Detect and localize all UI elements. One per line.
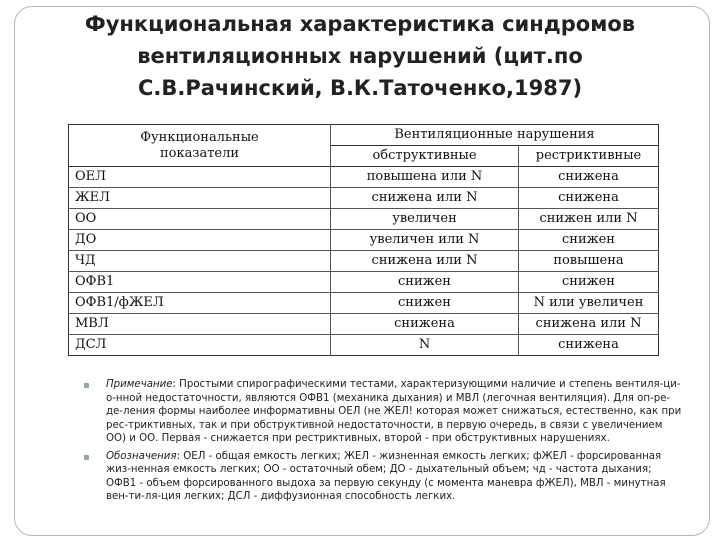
row-name: ДО xyxy=(69,230,331,251)
row-obstructive: снижена xyxy=(331,314,519,335)
header-indicators-line-1: Функциональные xyxy=(140,129,259,145)
row-restrictive: снижена xyxy=(519,188,659,209)
bullet-icon xyxy=(84,455,89,460)
row-name: ОО xyxy=(69,209,331,230)
row-obstructive: увеличен или N xyxy=(331,230,519,251)
slide-title xyxy=(60,8,660,104)
table-row xyxy=(69,314,659,335)
row-restrictive: снижен xyxy=(519,272,659,293)
title-line-1: Функциональная характеристика синдромов xyxy=(84,12,636,36)
header-group: Вентиляционные нарушения xyxy=(394,127,595,142)
table-row xyxy=(69,272,659,293)
row-restrictive: снижен или N xyxy=(519,209,659,230)
row-name: МВЛ xyxy=(69,314,331,335)
row-obstructive: снижен xyxy=(331,272,519,293)
note-paragraph xyxy=(84,378,684,446)
table-row xyxy=(69,209,659,230)
row-name: ДСЛ xyxy=(69,335,331,356)
row-obstructive: снижена или N xyxy=(331,251,519,272)
table-row xyxy=(69,188,659,209)
row-name: ЖЕЛ xyxy=(69,188,331,209)
row-name: ОФВ1 xyxy=(69,272,331,293)
row-restrictive: повышена xyxy=(519,251,659,272)
ventilation-table xyxy=(68,124,658,356)
header-indicators-line-2: показатели xyxy=(159,145,239,161)
header-indicators xyxy=(69,125,331,167)
header-obstructive: обструктивные xyxy=(331,146,519,167)
table-header-row-1 xyxy=(69,125,659,146)
table-row xyxy=(69,230,659,251)
abbreviations-text: : ОЕЛ - общая емкость легких; ЖЕЛ - жизненная емкость легких; фЖЕЛ - форсированная жиз-ненная емкость легких; ОО - остаточный обем; ДО - дыхательный объем; чд - частота дыхания; ОФВ1 - объем форсированного выдоха за первую секунду (с момента маневра фЖЕЛ), МВЛ - минутная вен-ти-ля-ция легких; ДСЛ - диффузионная способность легких. xyxy=(106,450,666,502)
row-obstructive: увеличен xyxy=(331,209,519,230)
row-name: ОЕЛ xyxy=(69,167,331,188)
header-restrictive: рестриктивные xyxy=(519,146,659,167)
row-restrictive: N или увеличен xyxy=(519,293,659,314)
table-row xyxy=(69,251,659,272)
abbreviations-paragraph xyxy=(84,450,684,504)
row-obstructive: N xyxy=(331,335,519,356)
row-obstructive: снижена или N xyxy=(331,188,519,209)
title-line-2: вентиляционных нарушений (цит.по xyxy=(137,44,583,68)
row-restrictive: снижена xyxy=(519,335,659,356)
row-obstructive: снижен xyxy=(331,293,519,314)
row-obstructive: повышена или N xyxy=(331,167,519,188)
row-restrictive: снижена xyxy=(519,167,659,188)
row-name: ЧД xyxy=(69,251,331,272)
title-line-3: С.В.Рачинский, В.К.Таточенко,1987) xyxy=(137,76,583,100)
note-label: Примечание xyxy=(106,379,173,390)
notes-section xyxy=(84,378,684,508)
table-row xyxy=(69,335,659,356)
table-row xyxy=(69,167,659,188)
row-name: ОФВ1/фЖЕЛ xyxy=(69,293,331,314)
bullet-icon xyxy=(84,383,89,388)
note-text: : Простыми спирографическими тестами, характеризующими наличие и степень вентиля-ци-о-нной недостаточности, являются ОФВ1 (механика дыхания) и МВЛ (легочная вентиляция). Для оп-ре-де-ления формы наиболее информативны ОЕЛ (не ЖЕЛ! которая может снижаться, естественно, как при рес-триктивных, так и при обструктивной недостаточности, в первую очередь, в связи с увеличением ОО) и ОО. Первая - снижается при рестриктивных, второй - при обструктивных нарушениях. xyxy=(106,379,682,444)
table-row xyxy=(69,293,659,314)
row-restrictive: снижен xyxy=(519,230,659,251)
row-restrictive: снижена или N xyxy=(519,314,659,335)
abbreviations-label: Обозначения xyxy=(106,450,177,462)
